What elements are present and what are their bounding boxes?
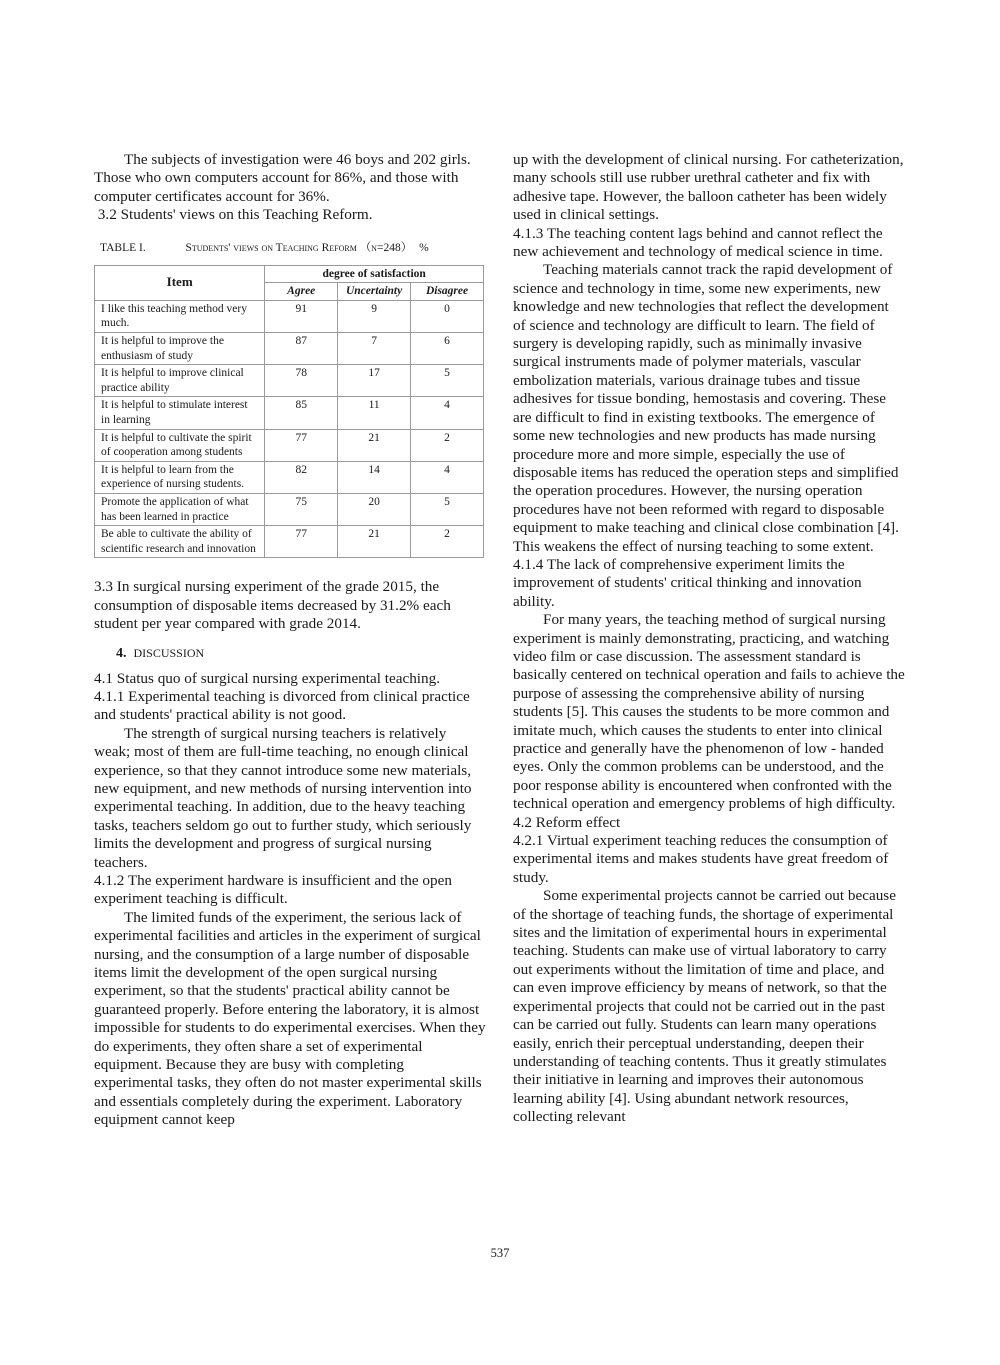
- heading-4-1-2: 4.1.2 The experiment hardware is insufficient and the open experiment teaching is difficult.: [94, 872, 452, 908]
- paragraph-4-1-2: The limited funds of the experiment, the serious lack of experimental facilities and articles in the experiment of surgical nursing, and the consumption of a large number of disposable items limit the development of the open surgical nursing experiment, so that the students' practical ability cannot be guaranteed properly. Before entering the laboratory, it is almost impossible for students to do experimental exercises. When they do experiments, they often share a set of experimental equipment. Because they are busy with completing experimental tasks, they often do not master experimental skills and essentials completely during the experiment. Laboratory equipment cannot keep: [94, 908, 486, 1129]
- row-uncertainty-cell: 14: [338, 461, 411, 493]
- table-row: [95, 333, 484, 365]
- paragraph-4-2-1: Some experimental projects cannot be carried out because of the shortage of teaching funds, the shortage of experimental sites and the limitation of experimental hours in experimental teaching. Students can make use of virtual laboratory to carry out experiments without the limitation of time and place, and can even improve efficiency by means of network, so that the experimental projects that could not be carried out in the past can be carried out fully. Students can learn many operations easily, enrich their perceptual understanding, deepen their understanding of teaching contents. Thus it greatly stimulates their initiative in learning and improves their autonomous learning ability [4]. Using abundant network resources, collecting relevant: [513, 887, 896, 1126]
- table-row: [95, 526, 484, 558]
- row-uncertainty-cell: 21: [338, 429, 411, 461]
- section-4-heading: [116, 646, 486, 662]
- row-disagree-cell: 4: [411, 397, 484, 429]
- paragraph-4-1-4: For many years, the teaching method of surgical nursing experiment is mainly demonstrating, practicing, and watching video film or case discussion. The assessment standard is basically centered on technical operation and fails to achieve the purpose of assessing the comprehensive ability of nursing students [5]. This causes the students to be more common and imitate much, which causes the students to enter into clinical practice and generally have the phenomenon of low - handed eyes. Only the common problems can be understood, and the poor response ability is encountered when confronted with the technical operation and emergency problems of high difficulty.: [513, 611, 905, 813]
- row-item-cell: It is helpful to learn from the experience of nursing students.: [95, 461, 265, 493]
- row-agree-cell: 77: [265, 526, 338, 558]
- page-number: 537: [490, 1246, 510, 1260]
- row-agree-cell: 78: [265, 365, 338, 397]
- satisfaction-table: [94, 265, 484, 559]
- row-item-cell: It is helpful to stimulate interest in learning: [95, 397, 265, 429]
- right-column: [513, 151, 905, 1127]
- row-item-cell: Be able to cultivate the ability of scientific research and innovation: [95, 526, 265, 558]
- row-item-cell: It is helpful to improve clinical practice ability: [95, 365, 265, 397]
- heading-4-2: 4.2 Reform effect: [513, 813, 621, 831]
- row-disagree-cell: 0: [411, 300, 484, 332]
- table-row: [95, 429, 484, 461]
- row-agree-cell: 77: [265, 429, 338, 461]
- row-uncertainty-cell: 7: [338, 333, 411, 365]
- row-agree-cell: 87: [265, 333, 338, 365]
- heading-4-1-1: 4.1.1 Experimental teaching is divorced from clinical practice and students' practical ability is not good.: [94, 687, 470, 724]
- section-4-title: DISCUSSION: [133, 645, 205, 660]
- table-caption-n: （n=248）: [359, 241, 413, 254]
- row-item-cell: I like this teaching method very much.: [95, 300, 265, 332]
- row-item-cell: Promote the application of what has been learned in practice: [95, 493, 265, 525]
- section-4-number: 4.: [116, 645, 127, 661]
- table-caption-unit: %: [419, 241, 429, 254]
- table-row: [95, 300, 484, 332]
- col-uncertainty-header: Uncertainty: [338, 283, 411, 301]
- col-item-header: Item: [95, 265, 265, 300]
- row-agree-cell: 91: [265, 300, 338, 332]
- row-agree-cell: 82: [265, 461, 338, 493]
- row-disagree-cell: 5: [411, 493, 484, 525]
- row-disagree-cell: 2: [411, 526, 484, 558]
- paragraph-4-1-1: The strength of surgical nursing teachers is relatively weak; most of them are full-time teaching, no enough clinical experience, so that they cannot introduce some new materials, new equipment, and new methods of nursing intervention into experimental teaching. In addition, due to the heavy teaching tasks, teachers seldom go out to further study, which seriously limits the development and progress of surgical nursing teachers.: [94, 724, 472, 871]
- row-uncertainty-cell: 11: [338, 397, 411, 429]
- table-caption: [100, 239, 486, 255]
- row-disagree-cell: 5: [411, 365, 484, 397]
- heading-4-1-3: 4.1.3 The teaching content lags behind and cannot reflect the new achievement and technology of medical science in time.: [513, 224, 883, 261]
- heading-4-1: 4.1 Status quo of surgical nursing experimental teaching.: [94, 669, 441, 687]
- row-disagree-cell: 4: [411, 461, 484, 493]
- table-body: [95, 300, 484, 558]
- table-caption-title: Students' views on Teaching Reform: [185, 241, 357, 254]
- row-item-cell: It is helpful to improve the enthusiasm of study: [95, 333, 265, 365]
- row-uncertainty-cell: 9: [338, 300, 411, 332]
- paragraph-4-1-3: Teaching materials cannot track the rapid development of science and technology in time, some new experiments, new knowledge and new technologies that reflect the development of science and technology are difficult to learn. The field of surgery is developing rapidly, such as minimally invasive surgical instruments made of polymer materials, vascular embolization materials, various drainage tubes and tissue adhesives for tissue bonding, hemostasis and covering. These are difficult to find in existing textbooks. The emergence of some new technologies and new products has made nursing procedure more and more simple, especially the use of disposable items has reduced the operation steps and simplified the operation procedures. However, the nursing operation procedures have not been reformed with regard to disposable equipment to make teaching and clinical close combination [4]. This weakens the effect of nursing teaching to some extent.: [513, 261, 899, 555]
- left-column: [94, 151, 486, 1130]
- row-uncertainty-cell: 21: [338, 526, 411, 558]
- table-row: [95, 365, 484, 397]
- row-uncertainty-cell: 20: [338, 493, 411, 525]
- row-uncertainty-cell: 17: [338, 365, 411, 397]
- intro-paragraph: The subjects of investigation were 46 boys and 202 girls. Those who own computers account for 86%, and those with computer certificates account for 36%.: [94, 151, 471, 205]
- paragraph-continued: up with the development of clinical nursing. For catheterization, many schools still use rubber urethral catheter and fix with adhesive tape. However, the balloon catheter has been widely used in clinical settings.: [513, 151, 904, 224]
- table-row: [95, 397, 484, 429]
- paragraph-3-3: 3.3 In surgical nursing experiment of the grade 2015, the consumption of disposable items decreased by 31.2% each student per year compared with grade 2014.: [94, 578, 451, 633]
- col-group-header: degree of satisfaction: [265, 265, 484, 283]
- row-disagree-cell: 2: [411, 429, 484, 461]
- heading-4-2-1: 4.2.1 Virtual experiment teaching reduces the consumption of experimental items and makes students have great freedom of study.: [513, 832, 889, 886]
- row-agree-cell: 75: [265, 493, 338, 525]
- heading-3-2: 3.2 Students' views on this Teaching Reform.: [94, 206, 373, 224]
- table-row: [95, 461, 484, 493]
- row-agree-cell: 85: [265, 397, 338, 429]
- table-caption-label: TABLE I.: [100, 241, 146, 254]
- col-disagree-header: Disagree: [411, 283, 484, 301]
- row-item-cell: It is helpful to cultivate the spirit of cooperation among students: [95, 429, 265, 461]
- table-row: [95, 493, 484, 525]
- heading-4-1-4: 4.1.4 The lack of comprehensive experiment limits the improvement of students' critical thinking and innovation ability.: [513, 555, 862, 610]
- row-disagree-cell: 6: [411, 333, 484, 365]
- col-agree-header: Agree: [265, 283, 338, 301]
